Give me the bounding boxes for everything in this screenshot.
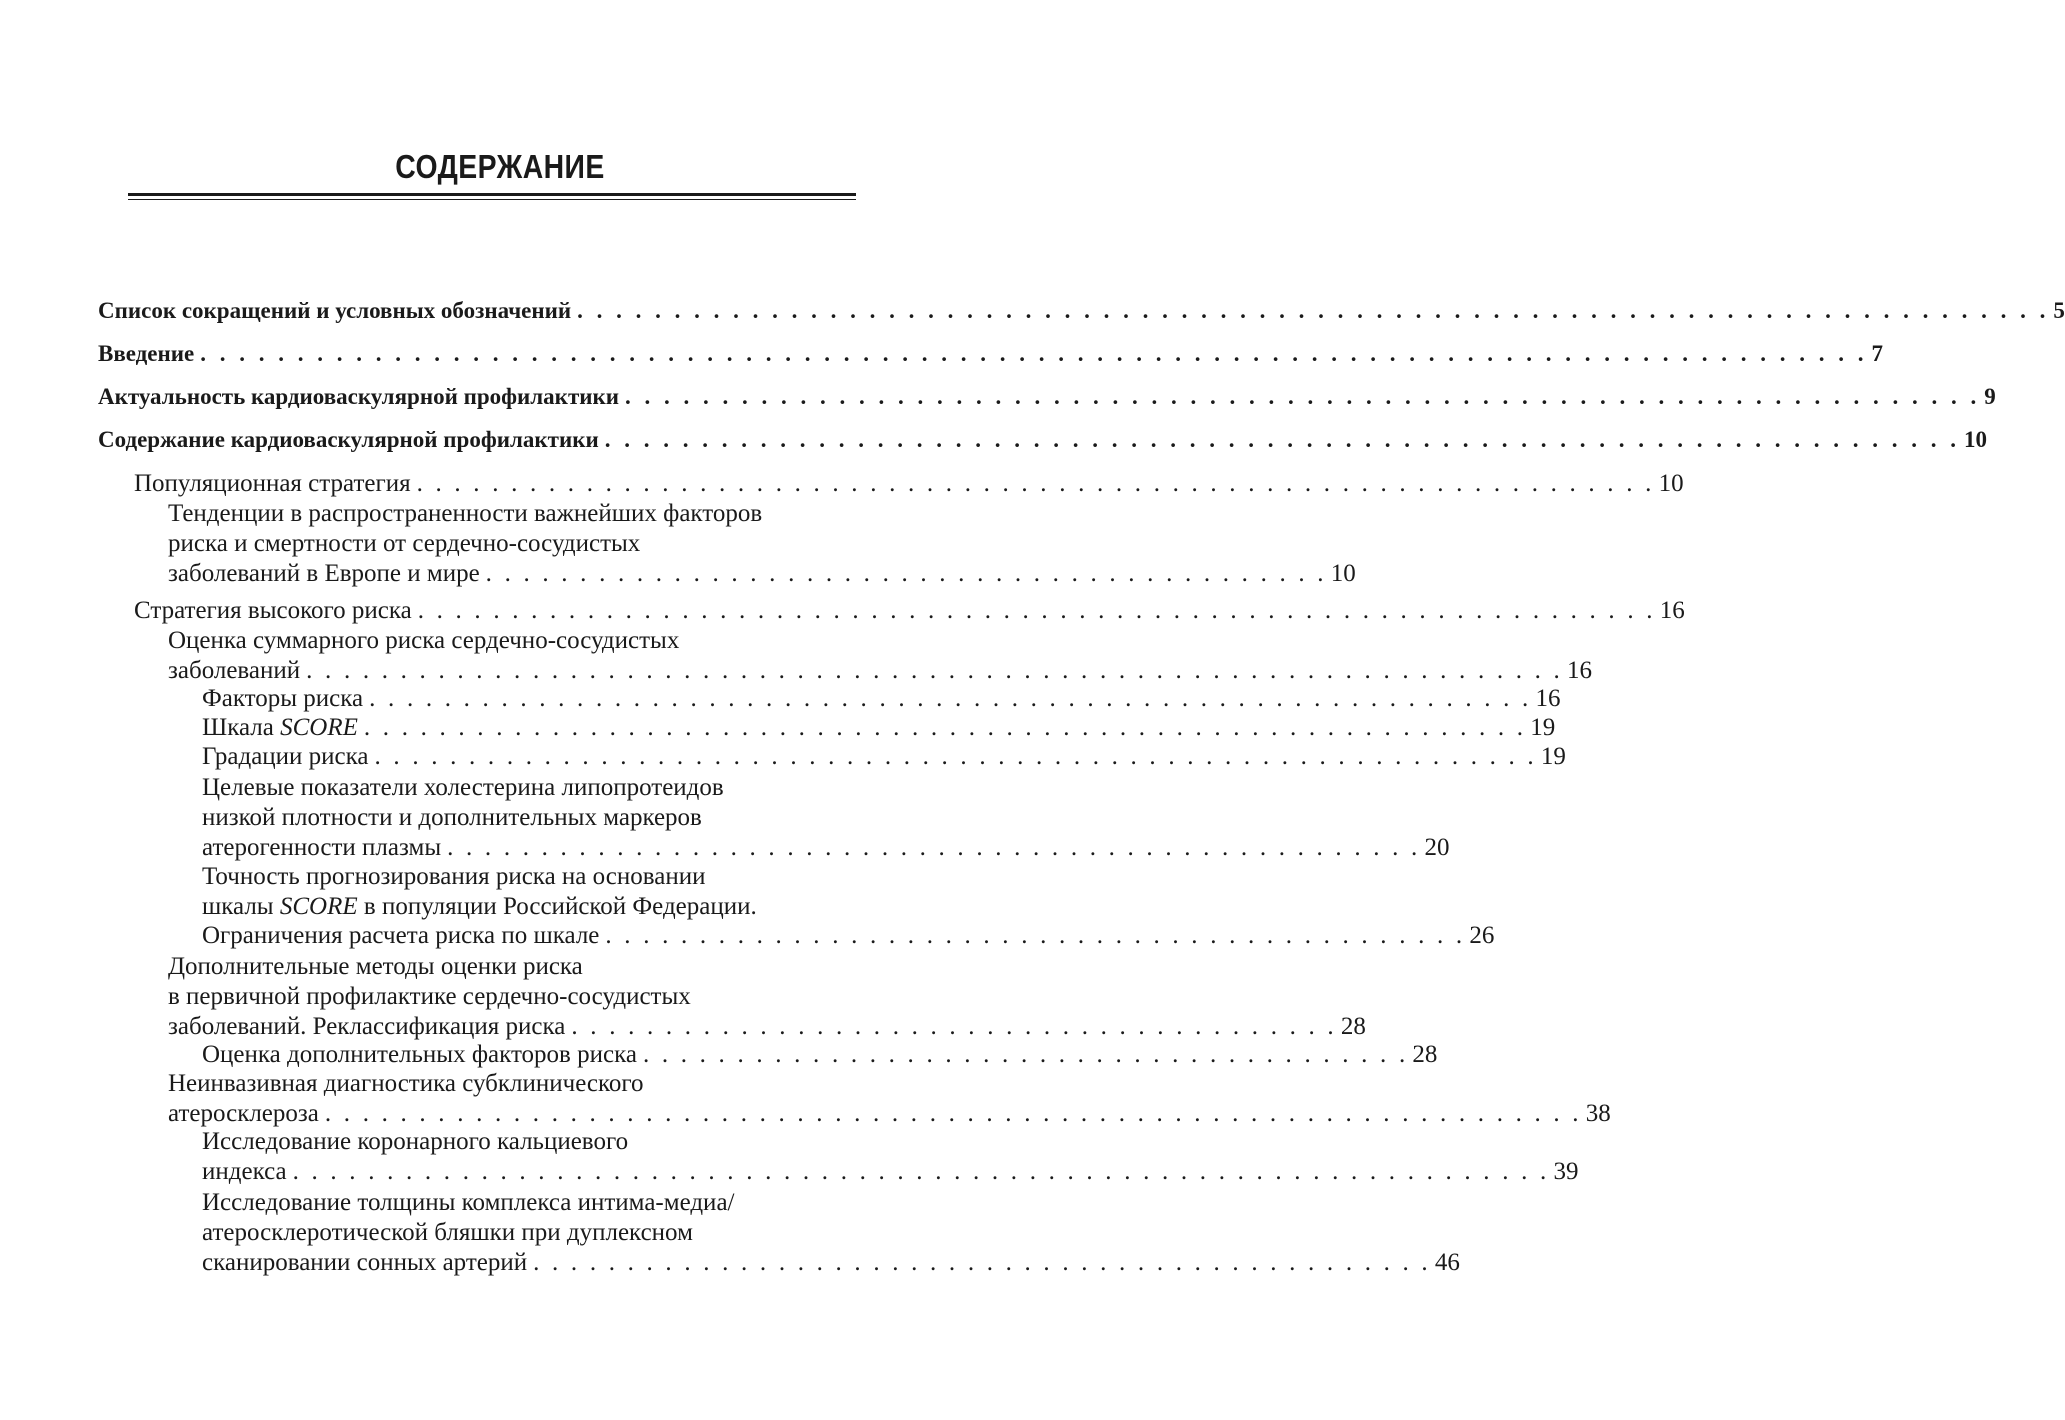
toc-page-number: 10: [1658, 470, 1684, 497]
score-italic: SCORE: [280, 714, 358, 741]
toc-page-number: 28: [1412, 1041, 1438, 1068]
leader-dots: . . . . . . . . . . . . . . . . . . . . . . . . . . . . . . . . . . . . . . . . . . . . . . . . . . . . . . . . . . . . . .: [369, 685, 1532, 712]
toc-entry-relevance[interactable]: [98, 382, 1996, 412]
score-italic: SCORE: [279, 893, 358, 920]
toc-page-number: 16: [1659, 597, 1685, 624]
toc-entry-title-line: в первичной профилактике сердечно-сосудистых: [168, 983, 691, 1010]
toc-page-number: 38: [1585, 1100, 1611, 1127]
leader-dots: . . . . . . . . . . . . . . . . . . . . . . . . . . . . . . . . . . . . . . . . . . . . . . . . . . . . . . . . . . . . . . . . . . . . . . . . . . . .: [577, 298, 2050, 323]
toc-entry-title: Актуальность кардиоваскулярной профилактики: [98, 384, 619, 409]
leader-dots: . . . . . . . . . . . . . . . . . . . . . . . . . . . . . . . . . . . . . . . . . . . . . . . . . . . . . . . . . . . . . . . . . .: [416, 470, 1655, 497]
toc-entry-title: Шкала SCORE: [202, 714, 358, 741]
toc-page-number: 19: [1530, 714, 1556, 741]
leader-dots: . . . . . . . . . . . . . . . . . . . . . . . . . . . . . . . . . . . . . . . . . . . . . . . . . . . . . . . . . . . . . . . . . . . . . . . . . . . . . . . . . . . . . .: [200, 341, 1868, 366]
toc-entry-content[interactable]: [98, 425, 1987, 455]
toc-entry-additional-factors[interactable]: [202, 1040, 1438, 1070]
toc-entry-prediction-accuracy[interactable]: [202, 862, 885, 922]
toc-entry-title-line: Целевые показатели холестерина липопротеидов: [202, 774, 724, 801]
toc-entry-title-line: заболеваний в Европе и мире: [168, 560, 480, 587]
toc-entry-calculation-limits[interactable]: [202, 921, 1495, 951]
toc-entry-title-line: Исследование толщины комплекса интима-медиа/: [202, 1189, 735, 1216]
toc-entry-abbreviations[interactable]: [98, 296, 2065, 326]
toc-entry-title-line: Точность прогнозирования риска на основании: [202, 863, 706, 890]
toc-entry-title-line: заболеваний. Реклассификация риска: [168, 1013, 566, 1040]
toc-entry-risk-gradations[interactable]: [202, 742, 1566, 772]
leader-dots: . . . . . . . . . . . . . . . . . . . . . . . . . . . . . . . . . . . . . . . . . . . . . . . . . . . . . . . . . . . . . . . . . . . . . .: [604, 427, 1960, 452]
leader-dots: . . . . . . . . . . . . . . . . . . . . . . . . . . . . . . . . . . . . . . . . . . . . .: [485, 560, 1327, 587]
toc-page-number: 26: [1469, 922, 1495, 949]
toc-entry-title-line: заболеваний: [168, 657, 301, 684]
toc-entry-title: Содержание кардиоваскулярной профилактики: [98, 427, 599, 452]
toc-page-number: 5: [2053, 298, 2065, 323]
leader-dots: . . . . . . . . . . . . . . . . . . . . . . . . . . . . . . . . . . . . . . . . . . . . . . . . . . . . . . . . . . . . . . . . . . .: [306, 657, 1564, 684]
toc-entry-title-line: сканировании сонных артерий: [202, 1249, 528, 1276]
toc-page-number: 10: [1963, 427, 1987, 452]
toc-page-number: 16: [1535, 685, 1561, 712]
toc-entry-noninvasive-diagnostics[interactable]: [168, 1069, 1611, 1129]
toc-entry-title-line: риска и смертности от сердечно-сосудистых: [168, 530, 641, 557]
toc-entry-title: Стратегия высокого риска: [134, 597, 412, 624]
leader-dots: . . . . . . . . . . . . . . . . . . . . . . . . . . . . . . . . . . . . . . . . .: [571, 1013, 1337, 1040]
toc-entry-high-risk-strategy[interactable]: [134, 596, 1685, 626]
toc-entry-total-risk[interactable]: [168, 626, 1593, 686]
toc-entry-title: Оценка дополнительных факторов риска: [202, 1041, 637, 1068]
leader-dots: . . . . . . . . . . . . . . . . . . . . . . . . . . . . . . . . . . . . . . . . . . . . . . . . . . . . . . . . . . . . . . . . . .: [417, 597, 1656, 624]
toc-entry-title-line: шкалы SCORE в популяции Российской Федерации.: [202, 893, 757, 920]
toc-page-number: 28: [1340, 1013, 1366, 1040]
toc-entry-intima-media[interactable]: [202, 1188, 1460, 1278]
toc-entry-title-line: Неинвазивная диагностика субклинического: [168, 1070, 644, 1097]
toc-entry-title-line: индекса: [202, 1158, 287, 1185]
toc-entry-additional-methods[interactable]: [168, 952, 1366, 1042]
toc-entry-title-line: Исследование коронарного кальциевого: [202, 1128, 629, 1155]
toc-entry-title: Введение: [98, 341, 195, 366]
toc-entry-title-line: Оценка суммарного риска сердечно-сосудистых: [168, 627, 680, 654]
toc-entry-calcium-index[interactable]: [202, 1127, 1579, 1187]
leader-dots: . . . . . . . . . . . . . . . . . . . . . . . . . . . . . . . . . . . . . . . . . . . . . . . .: [533, 1249, 1431, 1276]
page-title: СОДЕРЖАНИЕ: [395, 148, 605, 185]
toc-page-number: 10: [1330, 560, 1356, 587]
toc-entry-title-line: Тенденции в распространенности важнейших факторов: [168, 500, 763, 527]
toc-entry-introduction[interactable]: [98, 339, 1883, 369]
leader-dots: . . . . . . . . . . . . . . . . . . . . . . . . . . . . . . . . . . . . . . . . . . . . . . . . . . . . . . . . . . . . . .: [374, 743, 1537, 770]
toc-entry-target-values[interactable]: [202, 773, 1450, 863]
toc-page-number: 7: [1871, 341, 1883, 366]
toc-page-number: 16: [1567, 657, 1593, 684]
toc-entry-title: Ограничения расчета риска по шкале: [202, 922, 600, 949]
leader-dots: . . . . . . . . . . . . . . . . . . . . . . . . . . . . . . . . . . . . . . . . . . . . . . . . . . . . . . . . . . . . . . . . . . .: [324, 1100, 1582, 1127]
leader-dots: . . . . . . . . . . . . . . . . . . . . . . . . . . . . . . . . . . . . . . . . . . . . . . . . . . . .: [447, 834, 1421, 861]
toc-entry-title-line: Дополнительные методы оценки риска: [168, 953, 583, 980]
leader-dots: . . . . . . . . . . . . . . . . . . . . . . . . . . . . . . . . . . . . . . . . . . . . . . . . . . . . . . . . . . . . . . . . . . . . . .: [625, 384, 1981, 409]
leader-dots: . . . . . . . . . . . . . . . . . . . . . . . . . . . . . . . . . . . . . . . . . . . . . . . . . . . . . . . . . . . . . . . . . . .: [292, 1158, 1550, 1185]
toc-entry-title: Список сокращений и условных обозначений: [98, 298, 572, 323]
toc-entry-title: Факторы риска: [202, 685, 364, 712]
toc-page-number: 39: [1553, 1158, 1579, 1185]
toc-entry-title: Градации риска: [202, 743, 369, 770]
toc-page-number: 9: [1984, 384, 1996, 409]
toc-entry-score-scale[interactable]: [202, 713, 1556, 743]
toc-entry-title-line: низкой плотности и дополнительных маркеров: [202, 804, 702, 831]
leader-dots: . . . . . . . . . . . . . . . . . . . . . . . . . . . . . . . . . . . . . . . . . . . . . .: [605, 922, 1466, 949]
leader-dots: . . . . . . . . . . . . . . . . . . . . . . . . . . . . . . . . . . . . . . . . .: [642, 1041, 1409, 1068]
toc-page-number: 20: [1424, 834, 1450, 861]
leader-dots: . . . . . . . . . . . . . . . . . . . . . . . . . . . . . . . . . . . . . . . . . . . . . . . . . . . . . . . . . . . . . .: [363, 714, 1527, 741]
toc-entry-title-line: атеросклеротической бляшки при дуплексном: [202, 1219, 693, 1246]
toc-entry-trends[interactable]: [168, 499, 1356, 589]
toc-page-number: 46: [1434, 1249, 1460, 1276]
toc-entry-title: Популяционная стратегия: [134, 470, 411, 497]
toc-entry-title-line: атеросклероза: [168, 1100, 319, 1127]
toc-entry-risk-factors[interactable]: [202, 684, 1561, 714]
toc-entry-title-line: атерогенности плазмы: [202, 834, 442, 861]
toc-page-number: 19: [1540, 743, 1566, 770]
toc-entry-population-strategy[interactable]: [134, 469, 1684, 499]
